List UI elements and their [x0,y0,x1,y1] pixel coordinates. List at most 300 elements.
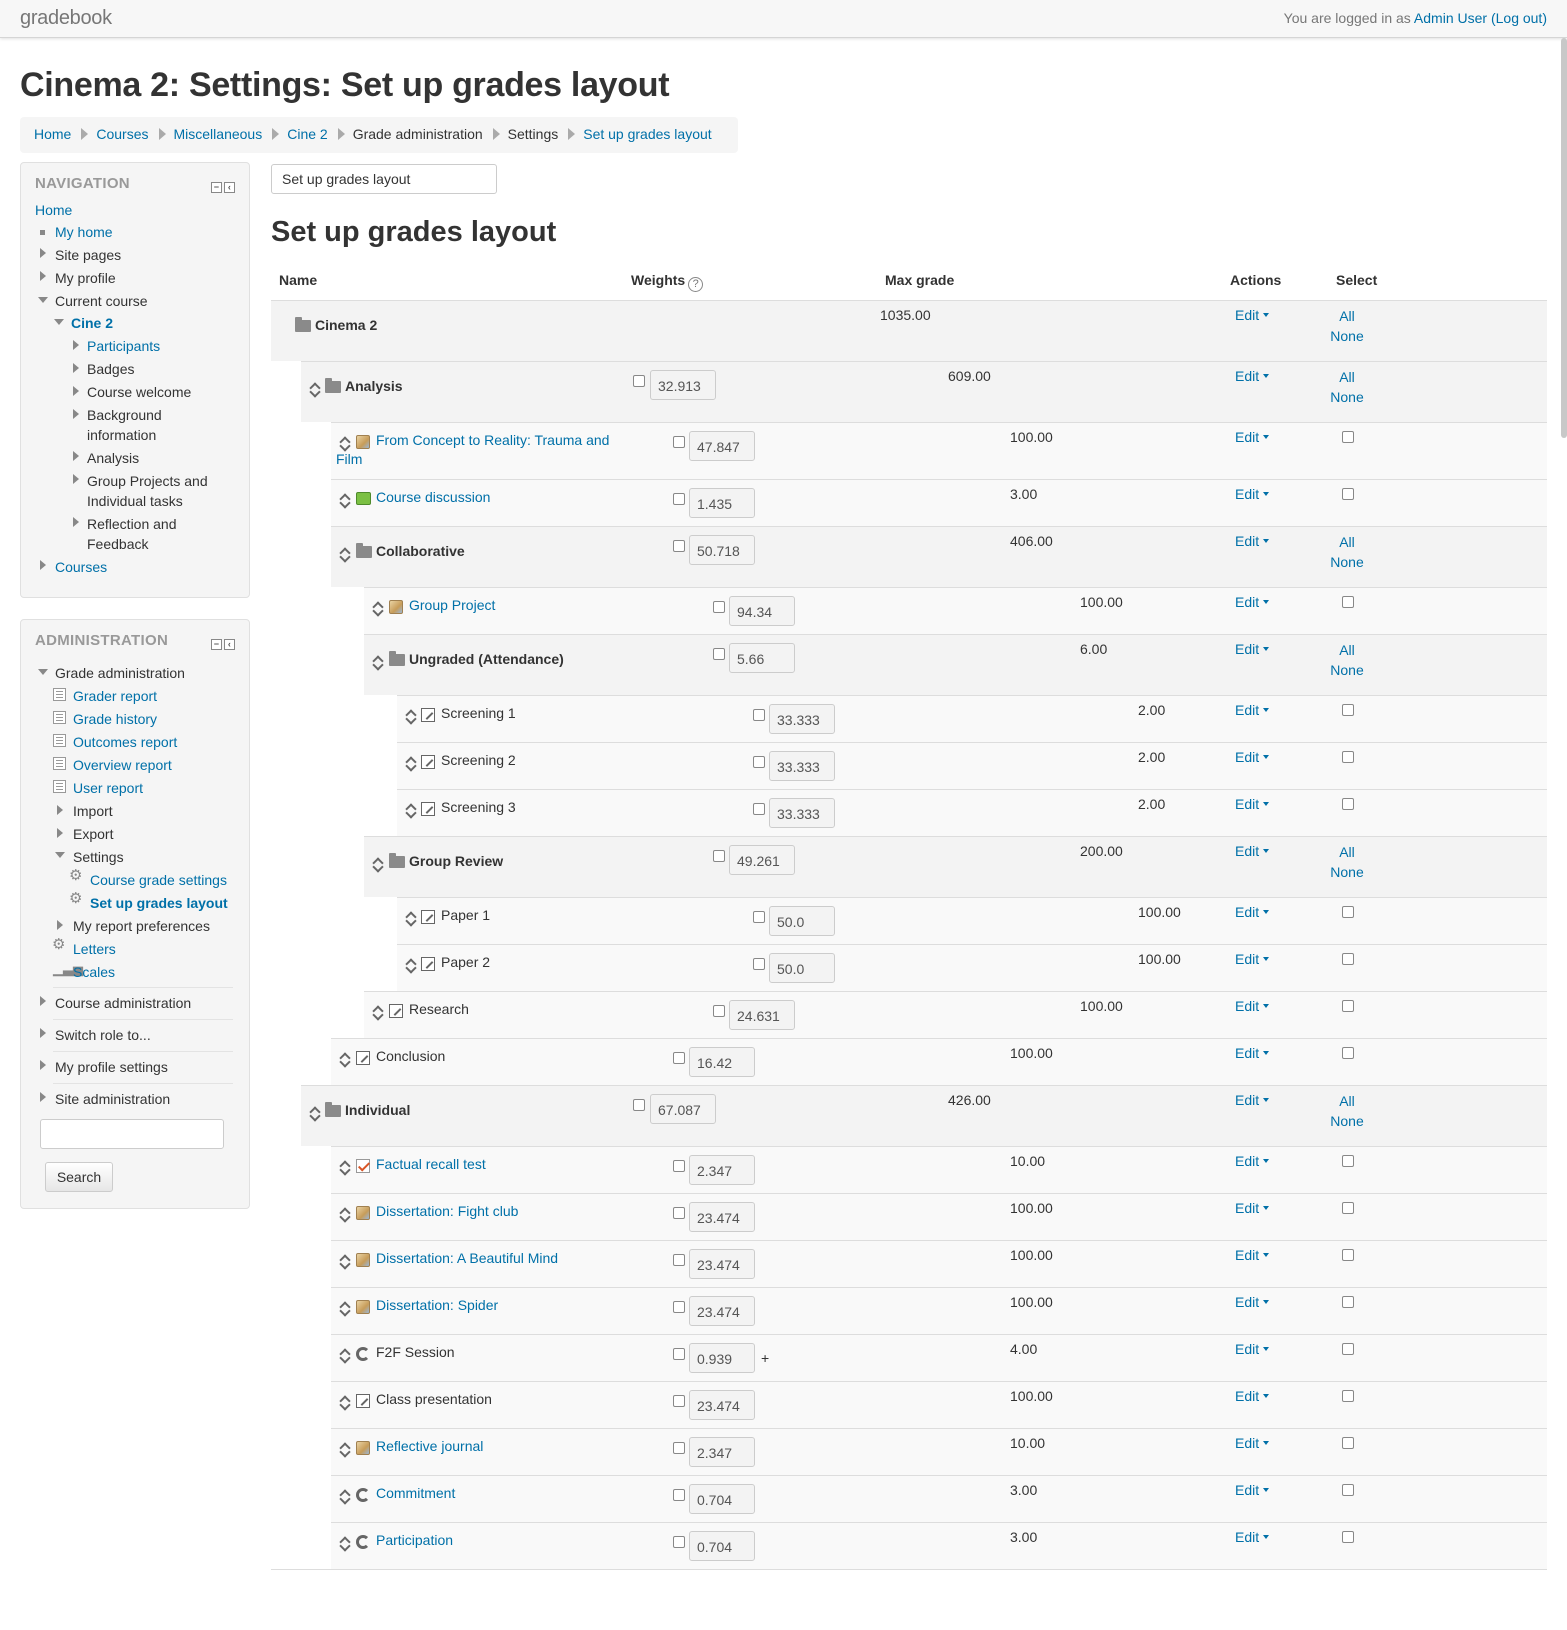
max-grade: 100.00 [1138,951,1181,967]
dock-icon[interactable]: ‹ [224,639,235,650]
weight-override-checkbox[interactable] [673,1442,685,1454]
divider [53,987,233,988]
nav-background-line2[interactable]: information [87,427,157,443]
weight-input[interactable]: 50.718 [689,535,755,565]
weight-override-checkbox[interactable] [673,1160,685,1172]
max-grade: 100.00 [1080,998,1123,1014]
edit-menu-button[interactable] [1235,307,1269,323]
weight-override-checkbox[interactable] [633,1099,645,1111]
grade-item-name[interactable]: Dissertation: Spider [376,1297,499,1313]
weight-input[interactable]: 33.333 [769,704,835,734]
divider [53,1019,233,1020]
caret-down-icon [1263,708,1269,712]
select-checkbox[interactable] [1342,1484,1354,1496]
grade-item-name[interactable]: Dissertation: A Beautiful Mind [376,1250,559,1266]
edit-menu-button[interactable] [1235,533,1269,549]
select-none-link[interactable]: None [1330,864,1364,880]
move-icon[interactable] [339,1536,351,1548]
folder-icon [389,654,405,666]
weight-input[interactable]: 94.34 [729,596,795,626]
breadcrumb-courses[interactable]: Courses [96,126,149,142]
edit-label[interactable]: Edit [1235,1294,1260,1310]
move-icon[interactable] [405,709,417,721]
weight-input[interactable]: 24.631 [729,1000,795,1030]
edit-menu-button[interactable] [1235,486,1269,502]
weight-override-checkbox[interactable] [673,436,685,448]
edit-label[interactable]: Edit [1235,486,1260,502]
caret-down-icon [1263,492,1269,496]
select-checkbox[interactable] [1342,953,1354,965]
edit-menu-button[interactable] [1235,796,1269,812]
select-none-link[interactable]: None [1330,1113,1364,1129]
weight-input[interactable]: 33.333 [769,798,835,828]
navigation-title-text: NAVIGATION [35,175,130,192]
collapse-arrow-icon[interactable] [54,319,64,325]
edit-label[interactable]: Edit [1235,594,1260,610]
select-all-link[interactable]: All [1339,642,1355,658]
manual-icon [421,802,435,816]
folder-icon [325,381,341,393]
select-checkbox[interactable] [1342,751,1354,763]
move-icon[interactable] [339,1348,351,1360]
edit-menu-button[interactable] [1235,1529,1269,1545]
move-icon[interactable] [372,655,384,667]
grade-item-name[interactable]: Participation [376,1532,454,1548]
admin-import[interactable]: Import [73,803,113,819]
expand-icon[interactable] [40,1028,46,1038]
weight-input[interactable]: 23.474 [689,1249,755,1279]
weight-input[interactable]: 32.913 [650,370,716,400]
expand-icon[interactable] [57,920,63,930]
admin-user-report[interactable]: User report [73,780,144,796]
nav-badges[interactable]: Badges [87,361,135,377]
caret-down-icon [1263,1394,1269,1398]
expand-icon[interactable] [73,340,79,350]
bullet-icon [40,230,45,235]
nav-group-projects-line2[interactable]: Individual tasks [87,493,183,509]
edit-label[interactable]: Edit [1235,533,1260,549]
admin-my-report-preferences[interactable]: My report preferences [73,918,210,934]
max-grade: 2.00 [1138,702,1166,718]
assign-icon [356,435,370,449]
select-all-link[interactable]: All [1339,369,1355,385]
select-checkbox[interactable] [1342,488,1354,500]
select-all-link[interactable]: All [1339,1093,1355,1109]
weight-override-checkbox[interactable] [673,540,685,552]
edit-menu-button[interactable] [1235,1045,1269,1061]
edit-label[interactable]: Edit [1235,1092,1260,1108]
edit-menu-button[interactable] [1235,951,1269,967]
weight-input[interactable]: 47.847 [689,431,755,461]
move-icon[interactable] [339,547,351,559]
move-icon[interactable] [405,958,417,970]
edit-menu-button[interactable] [1235,843,1269,859]
weight-input[interactable]: 23.474 [689,1390,755,1420]
breadcrumb-cine2[interactable]: Cine 2 [287,126,328,142]
max-grade: 406.00 [1010,533,1053,549]
weight-input[interactable]: 0.939 [689,1343,755,1373]
column-header-weights-text: Weights [631,272,686,288]
collapse-arrow-icon[interactable] [38,669,48,675]
select-checkbox[interactable] [1342,1390,1354,1402]
admin-setup-grades-layout[interactable]: Set up grades layout [90,895,228,911]
weight-override-checkbox[interactable] [713,601,725,613]
edit-menu-button[interactable] [1235,1153,1269,1169]
admin-course-grade-settings[interactable]: Course grade settings [90,872,227,888]
expand-icon[interactable] [73,409,79,419]
edit-menu-button[interactable] [1235,1435,1269,1451]
scrollbar[interactable] [1561,38,1567,438]
gear-icon: ⚙ [69,867,83,884]
nav-my-profile[interactable]: My profile [55,270,116,286]
edit-label[interactable]: Edit [1235,368,1260,384]
admin-search-input[interactable] [40,1119,224,1149]
weight-input[interactable]: 1.435 [689,488,755,518]
admin-scales[interactable]: Scales [73,964,116,980]
expand-icon[interactable] [40,271,46,281]
nav-site-pages[interactable]: Site pages [55,247,122,263]
edit-menu-button[interactable] [1235,1341,1269,1357]
expand-icon[interactable] [57,805,63,815]
grade-item-name-line2[interactable]: Film [336,451,363,467]
nav-participants[interactable]: Participants [87,338,161,354]
edit-label[interactable]: Edit [1235,429,1260,445]
select-checkbox[interactable] [1342,1249,1354,1261]
move-icon[interactable] [339,436,351,448]
weight-input[interactable]: 23.474 [689,1296,755,1326]
weight-input[interactable]: 23.474 [689,1202,755,1232]
edit-menu-button[interactable] [1235,904,1269,920]
edit-menu-button[interactable] [1235,749,1269,765]
nav-home[interactable]: Home [35,202,73,218]
edit-label[interactable]: Edit [1235,1341,1260,1357]
select-all-link[interactable]: All [1339,534,1355,550]
weight-override-checkbox[interactable] [673,1348,685,1360]
admin-course-administration[interactable]: Course administration [55,995,192,1011]
collapse-arrow-icon[interactable] [55,852,65,858]
weight-input[interactable]: 67.087 [650,1094,716,1124]
select-checkbox[interactable] [1342,1155,1354,1167]
move-icon[interactable] [405,756,417,768]
gear-icon: ⚙ [52,936,66,953]
admin-export[interactable]: Export [73,826,114,842]
user-link[interactable]: Admin User [1413,10,1488,26]
edit-label[interactable]: Edit [1235,1153,1260,1169]
max-grade: 2.00 [1138,749,1166,765]
column-header-select: Select [1336,272,1378,288]
manual-icon [421,910,435,924]
edit-label[interactable]: Edit [1235,1388,1260,1404]
jump-to-select[interactable]: Set up grades layout [271,164,497,194]
nav-reflection-line2[interactable]: Feedback [87,536,149,552]
edit-label[interactable]: Edit [1235,904,1260,920]
quiz-icon [356,1159,370,1173]
move-icon[interactable] [339,493,351,505]
edit-label[interactable]: Edit [1235,1482,1260,1498]
select-checkbox[interactable] [1342,704,1354,716]
move-icon[interactable] [309,382,321,394]
admin-settings[interactable]: Settings [73,849,124,865]
select-checkbox[interactable] [1342,596,1354,608]
select-none-link[interactable]: None [1330,328,1364,344]
weight-override-checkbox[interactable] [713,1005,725,1017]
expand-icon[interactable] [73,363,79,373]
expand-icon[interactable] [40,996,46,1006]
weight-override-checkbox[interactable] [713,648,725,660]
nav-course-welcome[interactable]: Course welcome [87,384,192,400]
grade-item-row [331,1381,1547,1428]
select-checkbox[interactable] [1342,906,1354,918]
block-controls [209,634,235,651]
weight-override-checkbox[interactable] [673,1207,685,1219]
weight-input[interactable]: 50.0 [769,906,835,936]
select-none-link[interactable]: None [1330,554,1364,570]
nav-courses[interactable]: Courses [55,559,108,575]
page-title: Cinema 2: Settings: Set up grades layout [20,66,670,104]
expand-icon[interactable] [40,248,46,258]
grade-item-name[interactable]: Reflective journal [376,1438,484,1454]
move-icon[interactable] [309,1106,321,1118]
edit-label[interactable]: Edit [1235,702,1260,718]
report-icon [53,780,66,793]
max-grade: 609.00 [948,368,991,384]
max-grade: 200.00 [1080,843,1123,859]
select-checkbox[interactable] [1342,1296,1354,1308]
nav-cine2[interactable]: Cine 2 [71,315,114,331]
collapse-icon[interactable]: − [211,182,222,193]
move-icon[interactable] [339,1052,351,1064]
grade-item-name: Screening 3 [441,799,516,815]
weight-input[interactable]: 49.261 [729,845,795,875]
weight-override-checkbox[interactable] [673,1254,685,1266]
divider [53,1051,233,1052]
weight-override-checkbox[interactable] [753,756,765,768]
report-icon [53,688,66,701]
breadcrumb-miscellaneous[interactable]: Miscellaneous [173,126,263,142]
admin-overview-report[interactable]: Overview report [73,757,172,773]
weight-input[interactable]: 16.42 [689,1047,755,1077]
admin-site-administration[interactable]: Site administration [55,1091,171,1107]
weight-input[interactable]: 5.66 [729,643,795,673]
breadcrumb-setup-layout[interactable]: Set up grades layout [583,126,712,142]
edit-menu-button[interactable] [1235,641,1269,657]
weight-override-checkbox[interactable] [673,1052,685,1064]
grade-item-name[interactable]: Dissertation: Fight club [376,1203,519,1219]
grade-item-name[interactable]: Commitment [376,1485,456,1501]
admin-letters[interactable]: Letters [73,941,116,957]
grade-item-name: Paper 2 [441,954,491,970]
weight-input[interactable]: 0.704 [689,1531,755,1561]
select-none-link[interactable]: None [1330,662,1364,678]
edit-menu-button[interactable] [1235,368,1269,384]
admin-grade-history[interactable]: Grade history [73,711,158,727]
breadcrumb-separator [568,128,575,140]
weight-override-checkbox[interactable] [673,1536,685,1548]
select-checkbox[interactable] [1342,1531,1354,1543]
move-icon[interactable] [339,1442,351,1454]
move-icon[interactable] [372,857,384,869]
edit-menu-button[interactable] [1235,702,1269,718]
caret-down-icon [1263,1488,1269,1492]
edit-menu-button[interactable] [1235,998,1269,1014]
calc-icon [356,1535,370,1549]
breadcrumb-separator [159,128,166,140]
caret-down-icon [1263,1159,1269,1163]
edit-label[interactable]: Edit [1235,641,1260,657]
caret-down-icon [1263,1253,1269,1257]
collapse-arrow-icon[interactable] [38,297,48,303]
nav-background[interactable]: Background [87,407,162,423]
move-icon[interactable] [339,1254,351,1266]
caret-down-icon [1263,600,1269,604]
grade-item-name[interactable]: Group Project [409,597,496,613]
weight-input[interactable]: 50.0 [769,953,835,983]
weight-override-checkbox[interactable] [673,1489,685,1501]
grade-item-name[interactable]: Factual recall test [376,1156,486,1172]
weight-override-checkbox[interactable] [673,1395,685,1407]
edit-menu-button[interactable] [1235,1388,1269,1404]
nav-reflection[interactable]: Reflection and [87,516,177,532]
grade-item-row [397,742,1547,789]
grade-item-name: Paper 1 [441,907,491,923]
calc-icon [356,1488,370,1502]
logout-link[interactable]: (Log out) [1490,10,1547,26]
expand-icon[interactable] [40,560,46,570]
select-checkbox[interactable] [1342,1437,1354,1449]
grade-item-name: Conclusion [376,1048,446,1064]
caret-down-icon [1263,849,1269,853]
edit-menu-button[interactable] [1235,594,1269,610]
move-icon[interactable] [339,1207,351,1219]
manual-icon [356,1394,370,1408]
select-checkbox[interactable] [1342,1047,1354,1059]
admin-outcomes-report[interactable]: Outcomes report [73,734,178,750]
admin-grader-report[interactable]: Grader report [73,688,158,704]
weight-input[interactable]: 2.347 [689,1155,755,1185]
weight-override-checkbox[interactable] [753,803,765,815]
expand-icon[interactable] [73,474,79,484]
select-checkbox[interactable] [1342,431,1354,443]
edit-menu-button[interactable] [1235,1482,1269,1498]
weight-override-checkbox[interactable] [673,1301,685,1313]
top-bar [0,0,1567,38]
column-header-actions: Actions [1230,272,1282,288]
nav-my-home[interactable]: My home [55,224,113,240]
edit-menu-button[interactable] [1235,1247,1269,1263]
expand-icon[interactable] [40,1092,46,1102]
admin-my-profile-settings[interactable]: My profile settings [55,1059,168,1075]
folder-icon [295,320,311,332]
edit-label[interactable]: Edit [1235,998,1260,1014]
edit-label[interactable]: Edit [1235,1435,1260,1451]
grade-item-name[interactable]: Course discussion [376,489,491,505]
collapse-icon[interactable]: − [211,639,222,650]
select-checkbox[interactable] [1342,798,1354,810]
move-icon[interactable] [339,1395,351,1407]
caret-down-icon [1263,957,1269,961]
weight-override-checkbox[interactable] [713,850,725,862]
category-name: Cinema 2 [315,317,378,333]
breadcrumb-home[interactable]: Home [34,126,72,142]
move-icon[interactable] [372,601,384,613]
move-icon[interactable] [405,911,417,923]
edit-label[interactable]: Edit [1235,1200,1260,1216]
nav-current-course[interactable]: Current course [55,293,148,309]
caret-down-icon [1263,647,1269,651]
edit-label[interactable]: Edit [1235,796,1260,812]
help-icon[interactable]: ? [688,277,703,292]
edit-menu-button[interactable] [1235,1092,1269,1108]
edit-menu-button[interactable] [1235,429,1269,445]
nav-analysis[interactable]: Analysis [87,450,140,466]
weight-input[interactable]: 2.347 [689,1437,755,1467]
select-checkbox[interactable] [1342,1343,1354,1355]
select-checkbox[interactable] [1342,1000,1354,1012]
move-icon[interactable] [372,1005,384,1017]
folder-icon [325,1105,341,1117]
breadcrumb-separator [493,128,500,140]
edit-label[interactable]: Edit [1235,1247,1260,1263]
breadcrumb-separator [272,128,279,140]
expand-icon[interactable] [73,451,79,461]
weight-override-checkbox[interactable] [673,493,685,505]
weight-override-checkbox[interactable] [753,709,765,721]
grade-item-name[interactable]: From Concept to Reality: Trauma and [376,432,610,448]
max-grade: 100.00 [1010,429,1053,445]
edit-label[interactable]: Edit [1235,951,1260,967]
dock-icon[interactable]: ‹ [224,182,235,193]
select-all-link[interactable]: All [1339,308,1355,324]
expand-icon[interactable] [73,517,79,527]
select-none-link[interactable]: None [1330,389,1364,405]
max-grade: 10.00 [1010,1435,1046,1451]
expand-icon[interactable] [57,828,63,838]
max-grade: 100.00 [1080,594,1123,610]
expand-icon[interactable] [40,1060,46,1070]
grade-item-row [331,1146,1547,1193]
edit-label[interactable]: Edit [1235,1045,1260,1061]
max-grade: 6.00 [1080,641,1108,657]
nav-group-projects[interactable]: Group Projects and [87,473,208,489]
max-grade: 4.00 [1010,1341,1038,1357]
weight-input[interactable]: 0.704 [689,1484,755,1514]
move-icon[interactable] [339,1489,351,1501]
weight-override-checkbox[interactable] [633,375,645,387]
brand-logo[interactable]: gradebook [20,7,112,29]
edit-label[interactable]: Edit [1235,843,1260,859]
weight-override-checkbox[interactable] [753,958,765,970]
search-button[interactable]: Search [45,1162,113,1192]
edit-menu-button[interactable] [1235,1294,1269,1310]
expand-icon[interactable] [73,386,79,396]
breadcrumb-separator [338,128,345,140]
move-icon[interactable] [405,803,417,815]
category-name: Analysis [345,378,403,394]
move-icon[interactable] [339,1160,351,1172]
admin-switch-role[interactable]: Switch role to... [55,1027,151,1043]
edit-label[interactable]: Edit [1235,307,1260,323]
edit-label[interactable]: Edit [1235,749,1260,765]
select-all-link[interactable]: All [1339,844,1355,860]
edit-label[interactable]: Edit [1235,1529,1260,1545]
edit-menu-button[interactable] [1235,1200,1269,1216]
admin-grade-administration[interactable]: Grade administration [55,665,185,681]
select-checkbox[interactable] [1342,1202,1354,1214]
caret-down-icon [1263,1051,1269,1055]
weight-override-checkbox[interactable] [753,911,765,923]
weight-input[interactable]: 33.333 [769,751,835,781]
move-icon[interactable] [339,1301,351,1313]
